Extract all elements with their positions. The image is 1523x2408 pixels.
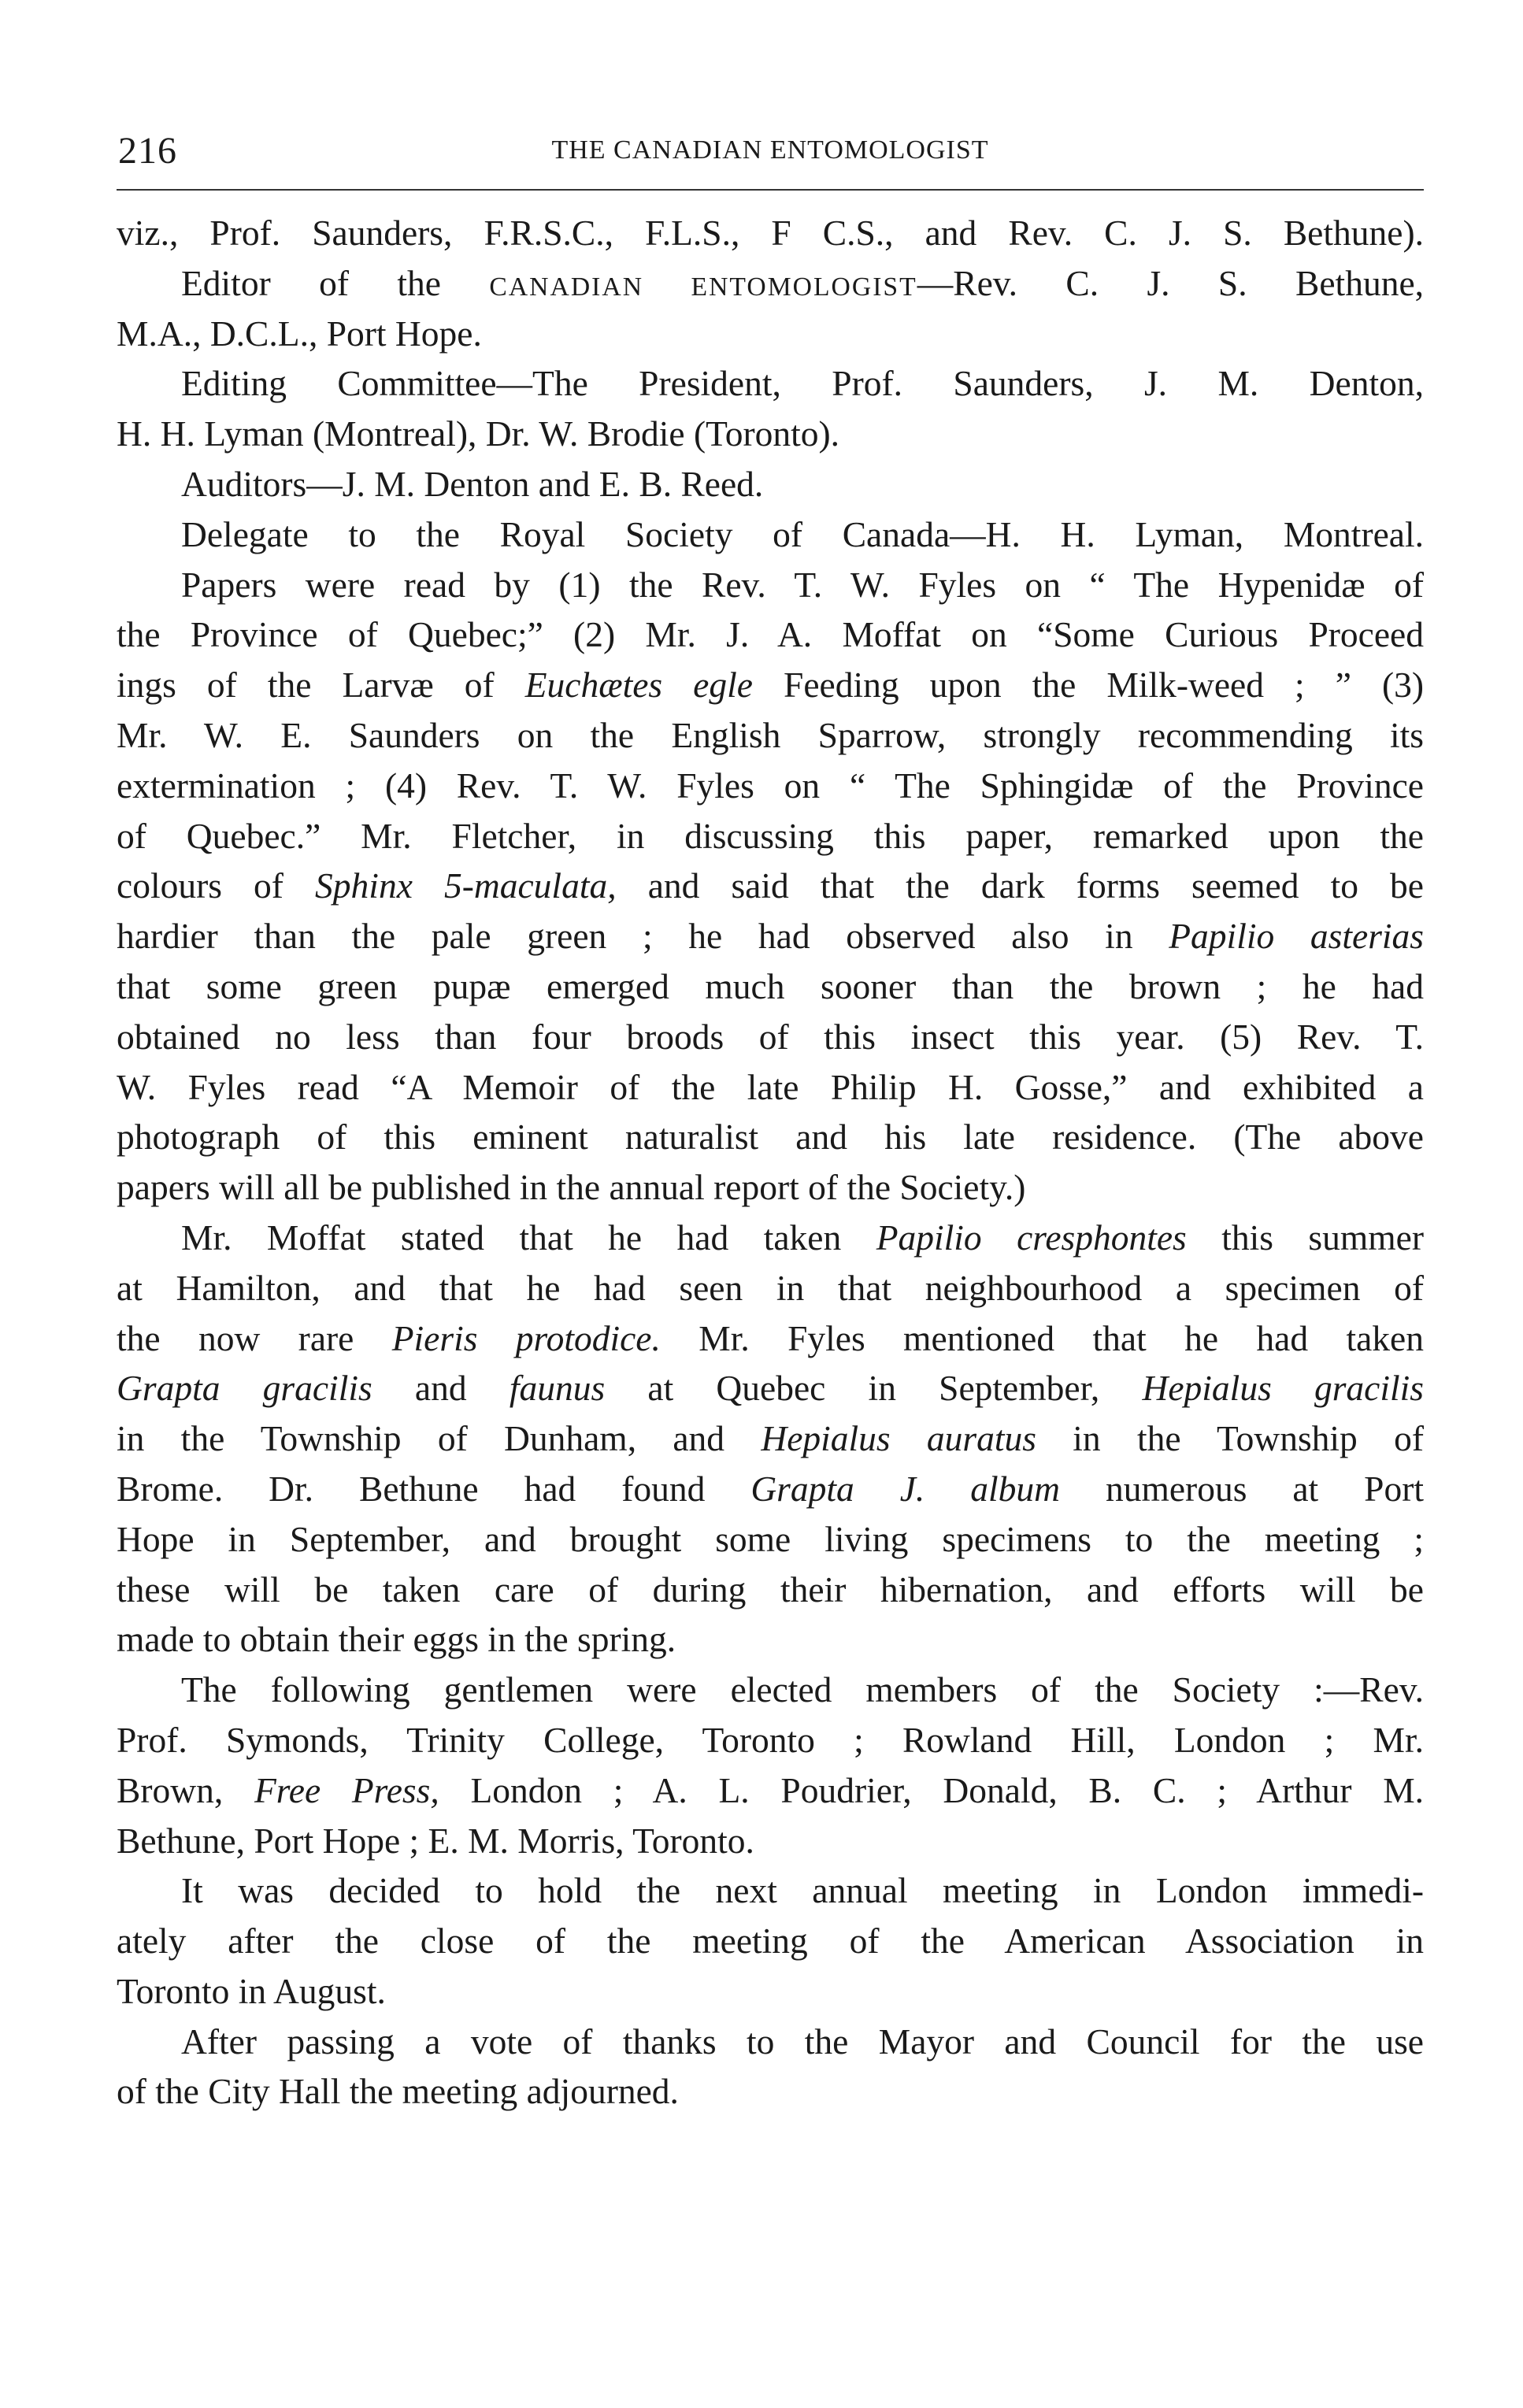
- text-segment: Brown,: [117, 1769, 224, 1810]
- newspaper-name: Free Press,: [254, 1769, 439, 1810]
- species-name: Sphinx 5-maculata,: [315, 865, 617, 906]
- text-segment: ings of the Larvæ of: [117, 665, 495, 706]
- text-line: [117, 1413, 1424, 1464]
- text-line: Prof. Symonds, Trinity College, Toronto ; Rowland Hill, London ; Mr.: [117, 1719, 1424, 1760]
- text-line: Auditors—J. M. Denton and E. B. Reed.: [181, 463, 764, 504]
- text-line: It was decided to hold the next annual meeting in London immedi-: [181, 1870, 1424, 1911]
- journal-name: CANADIAN ENTOMOLOGIST: [489, 272, 917, 302]
- species-name: Hepialus auratus: [761, 1418, 1036, 1459]
- species-name: Grapta J. album: [750, 1468, 1061, 1509]
- text-segment: colours of: [117, 865, 283, 906]
- text-line: extermination ; (4) Rev. T. W. Fyles on “ The Sphingidæ of the Province: [117, 765, 1424, 806]
- text-line: Papers were read by (1) the Rev. T. W. Fyles on “ The Hypenidæ of: [181, 564, 1424, 605]
- page-header: [117, 118, 1424, 189]
- text-segment: Brome. Dr. Bethune had found: [117, 1468, 706, 1509]
- text-line: Editing Committee—The President, Prof. Saunders, J. M. Denton,: [181, 363, 1424, 404]
- text-line: these will be taken care of during their hibernation, and efforts will be: [117, 1569, 1424, 1610]
- text-segment: this summer: [1221, 1217, 1424, 1258]
- species-name: Hepialus gracilis: [1142, 1368, 1425, 1409]
- text-line: [117, 1363, 1424, 1413]
- text-line: Bethune, Port Hope ; E. M. Morris, Toronto.: [117, 1820, 754, 1861]
- species-name: Grapta gracilis: [117, 1368, 372, 1409]
- species-name: Papilio cresphontes: [876, 1217, 1187, 1258]
- text-segment: in the Township of: [1073, 1418, 1424, 1459]
- species-name: Pieris protodice.: [391, 1317, 661, 1358]
- running-title: THE CANADIAN ENTOMOLOGIST: [551, 135, 989, 165]
- text-line: After passing a vote of thanks to the Mayor and Council for the use: [181, 2021, 1424, 2062]
- text-line: The following gentlemen were elected members of the Society :—Rev.: [181, 1669, 1424, 1710]
- text-segment: Editor of the: [181, 262, 441, 303]
- text-line: Hope in September, and brought some living specimens to the meeting ;: [117, 1518, 1424, 1559]
- text-line: of the City Hall the meeting adjourned.: [117, 2071, 679, 2112]
- text-line: at Hamilton, and that he had seen in that neighbourhood a specimen of: [117, 1267, 1424, 1308]
- text-segment: Feeding upon the Milk-weed ; ” (3): [784, 665, 1425, 706]
- text-segment: and: [414, 1368, 467, 1409]
- text-line: M.A., D.C.L., Port Hope.: [117, 313, 482, 354]
- text-line: Toronto in August.: [117, 1970, 386, 2011]
- text-segment: in the Township of Dunham, and: [117, 1418, 725, 1459]
- page: [117, 118, 1424, 2117]
- text-line: [117, 660, 1424, 710]
- text-line: photograph of this eminent naturalist and his late residence. (The above: [117, 1117, 1424, 1158]
- text-line: made to obtain their eggs in the spring.: [117, 1619, 676, 1660]
- body-text: [117, 208, 1424, 2117]
- text-line: [117, 1213, 1424, 1263]
- text-line: W. Fyles read “A Memoir of the late Philip H. Gosse,” and exhibited a: [117, 1066, 1424, 1107]
- text-segment: Mr. Fyles mentioned that he had taken: [699, 1317, 1424, 1358]
- text-segment: at Quebec in September,: [647, 1368, 1100, 1409]
- text-line: [117, 911, 1424, 961]
- text-line: [117, 1765, 1424, 1816]
- text-line: Mr. W. E. Saunders on the English Sparrow, strongly recommending its: [117, 714, 1424, 755]
- text-segment: —Rev. C. J. S. Bethune,: [917, 262, 1425, 303]
- text-line: [117, 258, 1424, 309]
- text-line: viz., Prof. Saunders, F.R.S.C., F.L.S., F C.S., and Rev. C. J. S. Bethune).: [117, 213, 1424, 253]
- text-segment: London ; A. L. Poudrier, Donald, B. C. ; Arthur M.: [470, 1769, 1425, 1810]
- header-rule: [117, 189, 1424, 191]
- text-line: that some green pupæ emerged much sooner than the brown ; he had: [117, 965, 1424, 1006]
- text-line: of Quebec.” Mr. Fletcher, in discussing this paper, remarked upon the: [117, 815, 1424, 856]
- text-line: [117, 861, 1424, 911]
- text-segment: and said that the dark forms seemed to be: [647, 865, 1424, 906]
- text-line: [117, 1464, 1424, 1514]
- text-line: H. H. Lyman (Montreal), Dr. W. Brodie (Toronto).: [117, 413, 840, 454]
- text-line: Delegate to the Royal Society of Canada—H. H. Lyman, Montreal.: [181, 513, 1424, 554]
- text-segment: numerous at Port: [1105, 1468, 1424, 1509]
- text-line: [117, 1313, 1424, 1364]
- species-name: faunus: [509, 1368, 606, 1409]
- species-name: Papilio asterias: [1169, 916, 1425, 957]
- text-line: ately after the close of the meeting of the American Association in: [117, 1921, 1424, 1962]
- text-line: papers will all be published in the annual report of the Society.): [117, 1167, 1026, 1208]
- text-line: obtained no less than four broods of this insect this year. (5) Rev. T.: [117, 1016, 1424, 1057]
- text-line: the Province of Quebec;” (2) Mr. J. A. Moffat on “Some Curious Proceed: [117, 614, 1424, 655]
- text-segment: the now rare: [117, 1317, 354, 1358]
- page-number: 216: [118, 130, 177, 172]
- text-segment: hardier than the pale green ; he had observed also in: [117, 916, 1133, 957]
- species-name: Euchætes egle: [524, 665, 753, 706]
- text-segment: Mr. Moffat stated that he had taken: [181, 1217, 842, 1258]
